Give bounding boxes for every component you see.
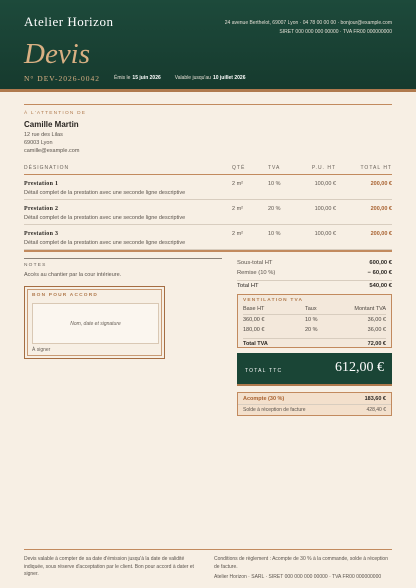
item-title: Prestation 1	[24, 181, 59, 187]
company-contact-line: 24 avenue Berthelot, 69007 Lyon · 04 78 00 00 00 · bonjour@example.com	[224, 20, 392, 26]
payment-terms: Conditions de règlement : Acompte de 30 % à la commande, solde à réception de facture.	[214, 556, 388, 570]
signature-label: BON POUR ACCORD	[32, 293, 99, 298]
subtotal-row	[237, 260, 392, 270]
footer-legal: Atelier Horizon · SARL · SIRET 000 000 000 00000 · TVA FR00 000000000	[214, 574, 382, 580]
total-ttc-block	[237, 353, 392, 386]
document-header	[0, 0, 416, 92]
col-total: TOTAL HT	[360, 165, 392, 171]
vat-row	[243, 327, 386, 336]
footer-divider	[24, 549, 392, 550]
deposit-label: Acompte (30 %)	[243, 396, 285, 402]
vat-breakdown	[237, 294, 392, 348]
vat-rate: 10 %	[305, 317, 318, 323]
balance-amount: 428,40 €	[366, 407, 386, 413]
footer-validity: Devis valable à compter de sa date d'émission jusqu'à la date de validité indiquée, sous réserve d'acceptation par le client. Bon pour accord à dater et signer.	[24, 556, 194, 577]
vat-rate: 20 %	[305, 327, 318, 333]
item-qty: 2 m²	[232, 181, 243, 187]
item-qty: 2 m²	[232, 206, 243, 212]
company-legal-line: SIRET 000 000 000 00000 · TVA FR00 000000000	[279, 29, 392, 35]
signature-placeholder: Nom, date et signature	[70, 320, 121, 327]
col-unit-price: P.U. HT	[311, 165, 336, 171]
signature-field[interactable]	[32, 303, 159, 344]
subtotal-label: Sous-total HT	[237, 260, 273, 266]
vat-amount: 36,00 €	[367, 317, 386, 323]
table-row	[24, 175, 392, 200]
col-designation: DÉSIGNATION	[24, 165, 70, 171]
client-name: Camille Martin	[24, 120, 79, 129]
discount-row	[237, 270, 392, 280]
subtotal-value: 600,00 €	[369, 260, 392, 266]
total-ht-row	[237, 280, 392, 293]
item-unit-price: 100,00 €	[314, 181, 336, 187]
brand-name: Atelier Horizon	[24, 14, 114, 29]
total-ttc-amount: 612,00 €	[335, 360, 384, 375]
balance-label: Solde à réception de facture	[243, 407, 306, 413]
table-header	[24, 164, 392, 175]
col-qty: QTÉ	[232, 165, 246, 171]
vat-total-row	[243, 338, 386, 348]
deposit-row	[243, 396, 386, 402]
vat-amount: 36,00 €	[367, 327, 386, 333]
deposit-amount: 183,60 €	[364, 396, 386, 402]
items-table	[24, 164, 392, 252]
item-unit-price: 100,00 €	[314, 206, 336, 212]
item-description: Détail complet de la prestation avec une seconde ligne descriptive	[24, 240, 186, 246]
table-row	[24, 225, 392, 250]
notes-block	[24, 258, 222, 278]
item-tva: 10 %	[268, 181, 281, 187]
client-block	[24, 111, 86, 155]
total-ht-label: Total HT	[237, 283, 259, 289]
item-description: Détail complet de la prestation avec une seconde ligne descriptive	[24, 215, 186, 221]
client-label: À L'ATTENTION DE	[24, 111, 87, 116]
discount-value: − 60,00 €	[367, 270, 392, 276]
item-total: 200,00 €	[370, 231, 392, 237]
table-end-rule	[24, 250, 392, 252]
vat-col-base: Base HT	[243, 306, 265, 312]
notes-text: Accès au chantier par la cour intérieure.	[24, 272, 122, 278]
item-total: 200,00 €	[370, 206, 392, 212]
item-total: 200,00 €	[370, 181, 392, 187]
vat-base: 360,00 €	[243, 317, 265, 323]
signature-block	[24, 286, 165, 359]
client-address-1: 12 rue des Lilas	[24, 132, 63, 138]
item-unit-price: 100,00 €	[314, 231, 336, 237]
document-number: N° DEV-2026-0042	[24, 73, 101, 83]
table-row	[24, 200, 392, 225]
total-ttc-label: TOTAL TTC	[245, 368, 283, 374]
document-title: Devis	[24, 38, 91, 70]
document-meta	[24, 73, 259, 83]
footer-terms	[214, 556, 392, 582]
company-contact	[225, 19, 392, 37]
vat-base: 180,00 €	[243, 327, 265, 333]
client-email: camille@example.com	[24, 148, 80, 154]
divider	[24, 104, 392, 105]
client-address-2: 69003 Lyon	[24, 140, 53, 146]
vat-total-label: Total TVA	[243, 341, 268, 347]
vat-col-rate: Taux	[305, 306, 317, 312]
item-title: Prestation 2	[24, 206, 59, 212]
item-title: Prestation 3	[24, 231, 59, 237]
vat-row	[243, 317, 386, 326]
deposit-block	[237, 392, 392, 416]
signature-status: À signer	[32, 347, 51, 353]
vat-header	[243, 306, 386, 315]
balance-row	[238, 404, 391, 415]
notes-label: NOTES	[24, 263, 47, 268]
item-description: Détail complet de la prestation avec une seconde ligne descriptive	[24, 190, 186, 196]
vat-col-amount: Montant TVA	[354, 306, 386, 312]
vat-total-value: 72,00 €	[367, 341, 386, 347]
issued-date: 15 juin 2026	[132, 75, 161, 81]
discount-label: Remise (10 %)	[237, 270, 276, 276]
total-ht-value: 540,00 €	[369, 283, 392, 289]
item-qty: 2 m²	[232, 231, 243, 237]
valid-date: 10 juillet 2026	[212, 75, 246, 81]
totals-block	[237, 260, 392, 293]
issued-label: Émis le	[114, 75, 131, 81]
item-tva: 20 %	[268, 206, 281, 212]
col-tva: TVA	[268, 165, 281, 171]
item-tva: 10 %	[268, 231, 281, 237]
vat-label: VENTILATION TVA	[243, 298, 304, 303]
valid-label: Valable jusqu'au	[174, 75, 211, 81]
